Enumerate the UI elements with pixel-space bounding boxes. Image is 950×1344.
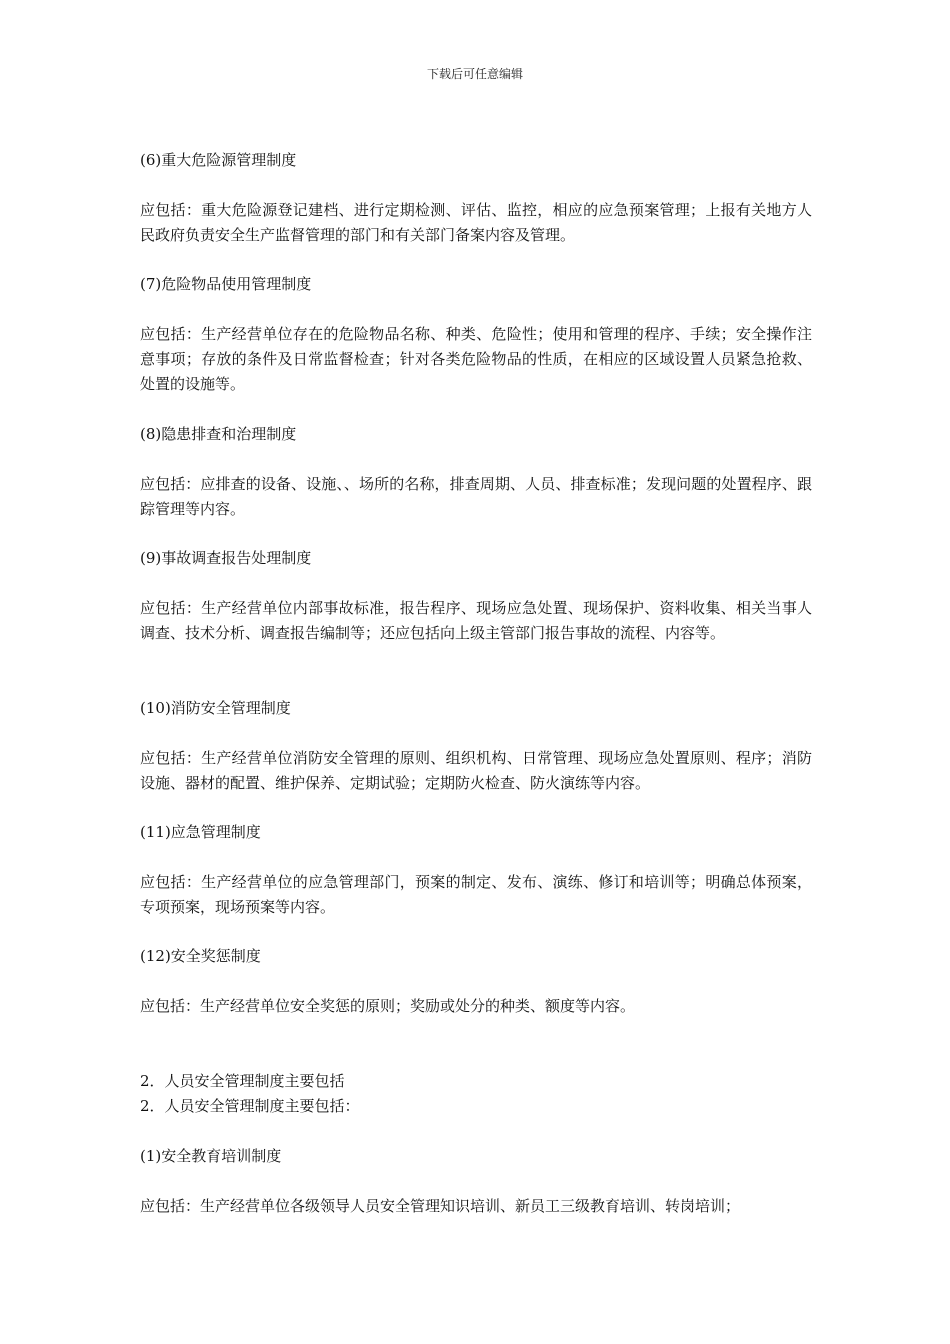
section-body: 应包括：生产经营单位内部事故标准，报告程序、现场应急处置、现场保护、资料收集、相关当事人调查、技术分析、调查报告编制等；还应包括向上级主管部门报告事故的流程、内容等。 [140, 599, 812, 642]
part-title: 2．人员安全管理制度主要包括 [140, 1072, 345, 1090]
section-heading: (10)消防安全管理制度 [140, 699, 291, 717]
section-heading: (1)安全教育培训制度 [140, 1147, 282, 1165]
section-body: 应包括：重大危险源登记建档、进行定期检测、评估、监控，相应的应急预案管理；上报有关地方人民政府负责安全生产监督管理的部门和有关部门备案内容及管理。 [140, 201, 812, 244]
section-heading: (7)危险物品使用管理制度 [140, 275, 312, 293]
page-header: 下载后可任意编辑 [426, 67, 523, 81]
section-body: 应包括：生产经营单位存在的危险物品名称、种类、危险性；使用和管理的程序、手续；安全操作注意事项；存放的条件及日常监督检查；针对各类危险物品的性质，在相应的区域设置人员紧急抢救、处置的设施等。 [140, 325, 812, 393]
section-heading: (11)应急管理制度 [140, 823, 261, 841]
section-body: 应包括：生产经营单位安全奖惩的原则；奖励或处分的种类、额度等内容。 [140, 997, 636, 1015]
section-body: 应包括：生产经营单位各级领导人员安全管理知识培训、新员工三级教育培训、转岗培训； [140, 1197, 741, 1215]
section-body: 应包括：生产经营单位消防安全管理的原则、组织机构、日常管理、现场应急处置原则、程序；消防设施、器材的配置、维护保养、定期试验；定期防火检查、防火演练等内容。 [140, 749, 812, 792]
section-heading: (6)重大危险源管理制度 [140, 151, 297, 169]
section-heading: (8)隐患排查和治理制度 [140, 425, 297, 443]
section-heading: (9)事故调查报告处理制度 [140, 549, 312, 567]
section-body: 应包括：应排查的设备、设施、、场所的名称，排查周期、人员、排查标准；发现问题的处置程序、跟踪管理等内容。 [140, 475, 812, 518]
part-title: 2．人员安全管理制度主要包括： [140, 1097, 360, 1115]
section-body: 应包括：生产经营单位的应急管理部门，预案的制定、发布、演练、修订和培训等；明确总体预案，专项预案，现场预案等内容。 [140, 873, 812, 916]
section-heading: (12)安全奖惩制度 [140, 947, 261, 965]
